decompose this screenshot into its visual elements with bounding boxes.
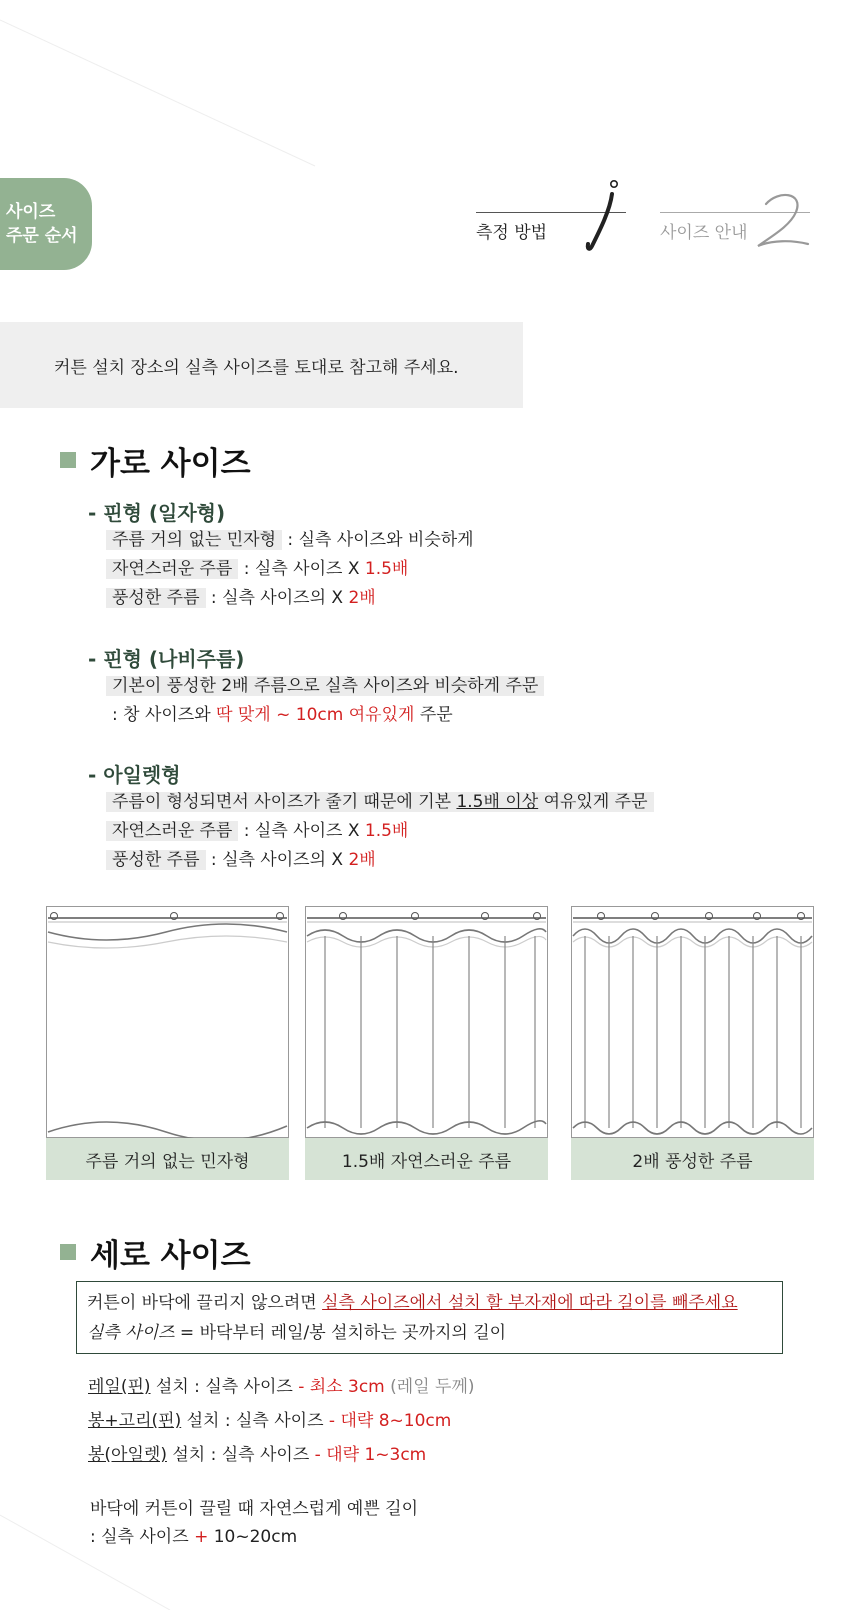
vertical-size-heading [60, 1232, 251, 1272]
section-marker-icon [60, 1244, 76, 1260]
row-text: 실측 사이즈의 X [222, 850, 349, 870]
notice-text: 커튼이 바닥에 끌리지 않으려면 [87, 1293, 323, 1313]
rule-accent: - 대략 8~10cm [328, 1411, 452, 1431]
rule-text: 설치 : 실측 사이즈 [181, 1411, 329, 1431]
section-marker-icon [60, 452, 76, 468]
row-sep: : [282, 530, 299, 550]
rule-item: 봉+고리(핀) [88, 1411, 182, 1431]
vertical-size-title: 세로 사이즈 [90, 1237, 251, 1274]
row-label: 주름 거의 없는 민자형 [106, 530, 282, 550]
step-2-label: 사이즈 안내 [660, 223, 748, 243]
eyelet-subheading: - 아일렛형 [88, 763, 181, 787]
butterfly-row-1 [106, 672, 544, 700]
rod-eyelet-rule [88, 1440, 426, 1470]
floor-length-line-1: 바닥에 커튼이 끌릴 때 자연스럽게 예쁜 길이 [90, 1499, 419, 1519]
full-curtain-drawing [571, 906, 814, 1138]
pin-flat-subheading: - 핀형 (일자형) [88, 501, 226, 525]
row-accent: 2배 [348, 850, 376, 870]
floor-accent: + [194, 1527, 209, 1547]
order-step-badge [0, 178, 92, 270]
natural-curtain-caption: 1.5배 자연스러운 주름 [305, 1138, 548, 1180]
rule-accent: - 대략 1~3cm [314, 1445, 427, 1465]
vertical-notice-box [76, 1281, 783, 1354]
pin-flat-row [106, 526, 474, 554]
row-accent: 2배 [348, 588, 376, 608]
rule-accent: - 최소 3cm [298, 1377, 385, 1397]
row-text: 여유있게 주문 [538, 792, 648, 812]
full-curtain-illustration [571, 906, 814, 1180]
row-label: 자연스러운 주름 [106, 559, 238, 579]
row-accent: 딱 맞게 ~ 10cm 여유있게 [216, 705, 415, 725]
row-text: : 창 사이즈와 [112, 705, 217, 725]
floor-text: : 실측 사이즈 [90, 1527, 195, 1547]
row-text: 실측 사이즈 X [254, 559, 365, 579]
floor-text: 10~20cm [208, 1527, 298, 1547]
step-measure-method [476, 180, 626, 250]
butterfly-row-2 [112, 701, 453, 729]
eyelet-row-1 [106, 788, 654, 816]
row-label: 풍성한 주름 [106, 588, 206, 608]
rule-note: (레일 두께) [384, 1377, 475, 1397]
rule-item: 레일(핀) [88, 1377, 151, 1397]
rule-text: 설치 : 실측 사이즈 [166, 1445, 315, 1465]
row-accent: 1.5배 [364, 821, 409, 841]
row-sep: : [238, 821, 255, 841]
row-text: 실측 사이즈와 비슷하게 [298, 530, 474, 550]
natural-curtain-illustration [305, 906, 548, 1180]
badge-line1: 사이즈 [6, 202, 56, 222]
flat-curtain-caption: 주름 거의 없는 민자형 [46, 1138, 289, 1180]
step-1-number [576, 180, 626, 252]
pin-full-row [106, 584, 376, 612]
row-text: 실측 사이즈의 X [222, 588, 349, 608]
floor-length-line-2 [90, 1522, 297, 1552]
intro-banner [0, 322, 523, 408]
row-underline: 1.5배 이상 [456, 792, 539, 812]
badge-line2: 주문 순서 [6, 226, 78, 246]
step-1-label: 측정 방법 [476, 223, 548, 243]
pin-butterfly-subheading: - 핀형 (나비주름) [88, 647, 245, 671]
eyelet-natural-row [106, 817, 408, 845]
row-label: 자연스러운 주름 [106, 821, 238, 841]
row-sep: : [205, 850, 223, 870]
notice-line-1 [87, 1288, 782, 1318]
row-text: 주름이 형성되면서 사이즈가 줄기 때문에 기본 [112, 792, 457, 812]
pin-natural-row [106, 555, 408, 583]
rule-item: 봉(아일렛) [88, 1445, 167, 1465]
rule-text: 설치 : 실측 사이즈 [150, 1377, 299, 1397]
row-text: 주문 [414, 705, 453, 725]
intro-text: 커튼 설치 장소의 실측 사이즈를 토대로 참고해 주세요. [54, 357, 459, 378]
row-label: 기본이 풍성한 2배 주름으로 실측 사이즈와 비슷하게 주문 [106, 676, 544, 696]
notice-text: = 바닥부터 레일/봉 설치하는 곳까지의 길이 [174, 1323, 507, 1343]
notice-italic: 실측 사이즈 [87, 1323, 175, 1343]
step-size-guide [660, 180, 810, 250]
row-accent: 1.5배 [364, 559, 409, 579]
row-text: 실측 사이즈 X [254, 821, 365, 841]
step-2-number [752, 190, 812, 252]
horizontal-size-heading [60, 440, 251, 480]
notice-line-2 [87, 1318, 782, 1348]
row-label: 풍성한 주름 [106, 850, 206, 870]
notice-accent: 실측 사이즈에서 설치 할 부자재에 따라 길이를 빼주세요 [322, 1293, 738, 1313]
rod-ring-rule [88, 1406, 451, 1436]
horizontal-size-title: 가로 사이즈 [90, 445, 251, 482]
full-curtain-caption: 2배 풍성한 주름 [571, 1138, 814, 1180]
natural-curtain-drawing [305, 906, 548, 1138]
row-sep: : [205, 588, 223, 608]
rail-rule [88, 1372, 475, 1402]
flat-curtain-drawing [46, 906, 289, 1138]
eyelet-full-row [106, 846, 376, 874]
flat-curtain-illustration [46, 906, 289, 1180]
row-sep: : [238, 559, 255, 579]
